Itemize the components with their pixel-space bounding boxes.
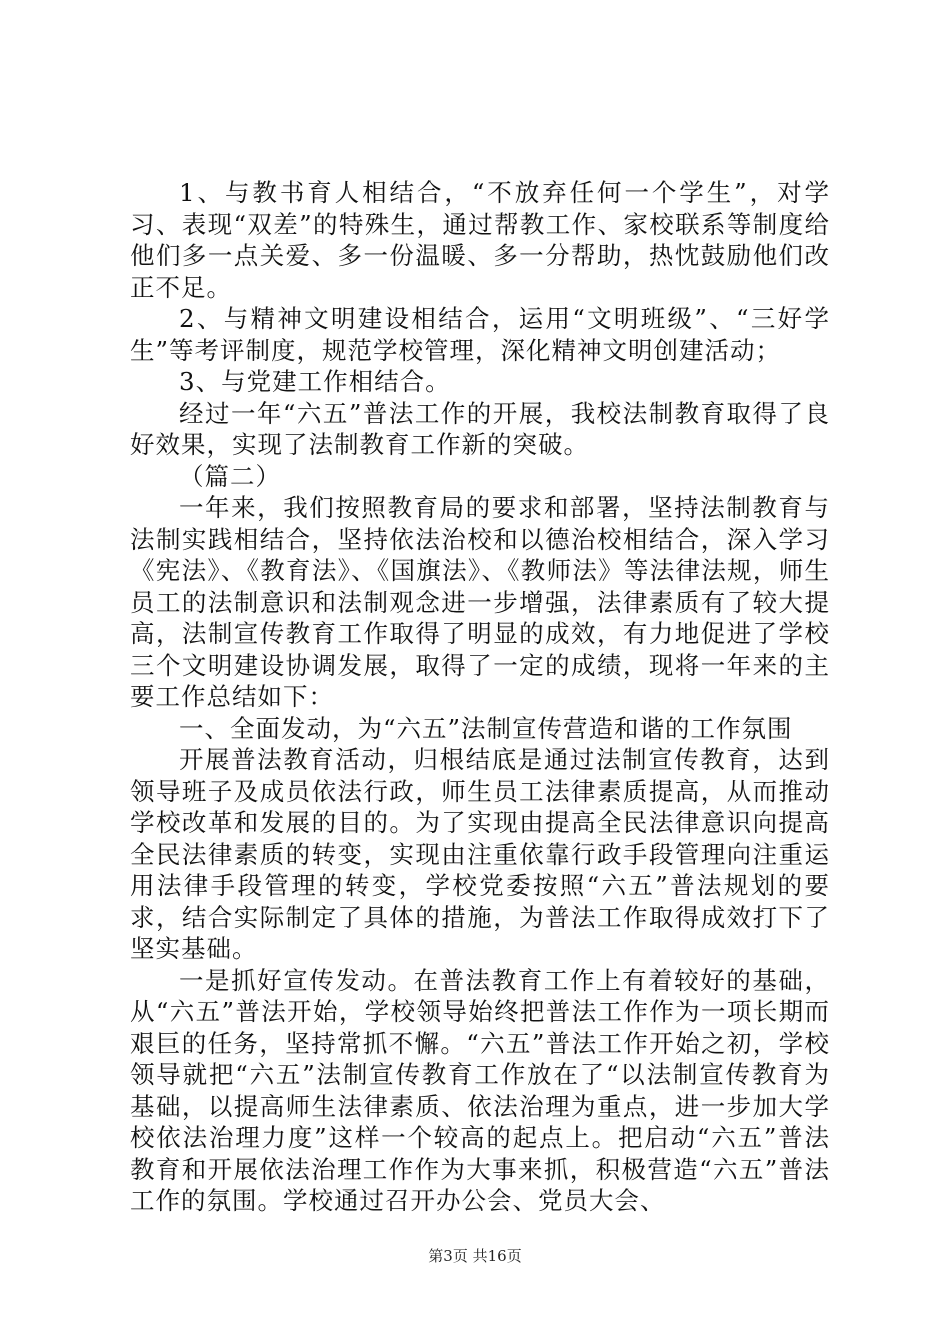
paragraph-item-1: 1、与教书育人相结合，“不放弃任何一个学生”，对学习、表现“双差”的特殊生，通过帮教工作、家校联系等制度给他们多一点关爱、多一份温暖、多一分帮助，热忱鼓励他们改正不足。 [130, 178, 830, 302]
page-number-footer: 第3页 共16页 [428, 1247, 522, 1265]
paragraph-item-2: 2、与精神文明建设相结合，运用“文明班级”、“三好学生”等考评制度，规范学校管理，深化精神文明创建活动； [130, 304, 830, 365]
paragraph-body-2: 一是抓好宣传发动。在普法教育工作上有着较好的基础，从“六五”普法开始，学校领导始终把普法工作作为一项长期而艰巨的任务，坚持常抓不懈。“六五”普法工作开始之初，学校领导就把“六五”法制宣传教育工作放在了“以法制宣传教育为基础，以提高师生法律素质、依法治理为重点，进一步加大学校依法治理力度”这样一个较高的起点上。把启动“六五”普法教育和开展依法治理工作作为大事来抓，积极营造“六五”普法工作的氛围。学校通过召开办公会、党员大会、 [130, 965, 830, 1215]
paragraph-intro: 一年来，我们按照教育局的要求和部署，坚持法制教育与法制实践相结合，坚持依法治校和以德治校相结合，深入学习《宪法》、《教育法》、《国旗法》、《教师法》等法律法规，师生员工的法制意识和法制观念进一步增强，法律素质有了较大提高，法制宣传教育工作取得了明显的成效，有力地促进了学校三个文明建设协调发展，取得了一定的成绩，现将一年来的主要工作总结如下： [130, 493, 830, 711]
document-body [130, 177, 830, 1217]
paragraph-body-1: 开展普法教育活动，归根结底是通过法制宣传教育，达到领导班子及成员依法行政，师生员工法律素质提高，从而推动学校改革和发展的目的。为了实现由提高全民法律意识向提高全民法律素质的转变，实现由注重依靠行政手段管理向注重运用法律手段管理的转变，学校党委按照“六五”普法规划的要求，结合实际制定了具体的措施，为普法工作取得成效打下了坚实基础。 [130, 745, 830, 963]
paragraph-item-3: 3、与党建工作相结合。 [179, 367, 451, 396]
section-heading-part-two: （篇二） [179, 461, 281, 491]
paragraph-summary: 经过一年“六五”普法工作的开展，我校法制教育取得了良好效果，实现了法制教育工作新的突破。 [130, 398, 830, 459]
section-heading-one: 一、全面发动，为“六五”法制宣传营造和谐的工作氛围 [179, 713, 793, 743]
